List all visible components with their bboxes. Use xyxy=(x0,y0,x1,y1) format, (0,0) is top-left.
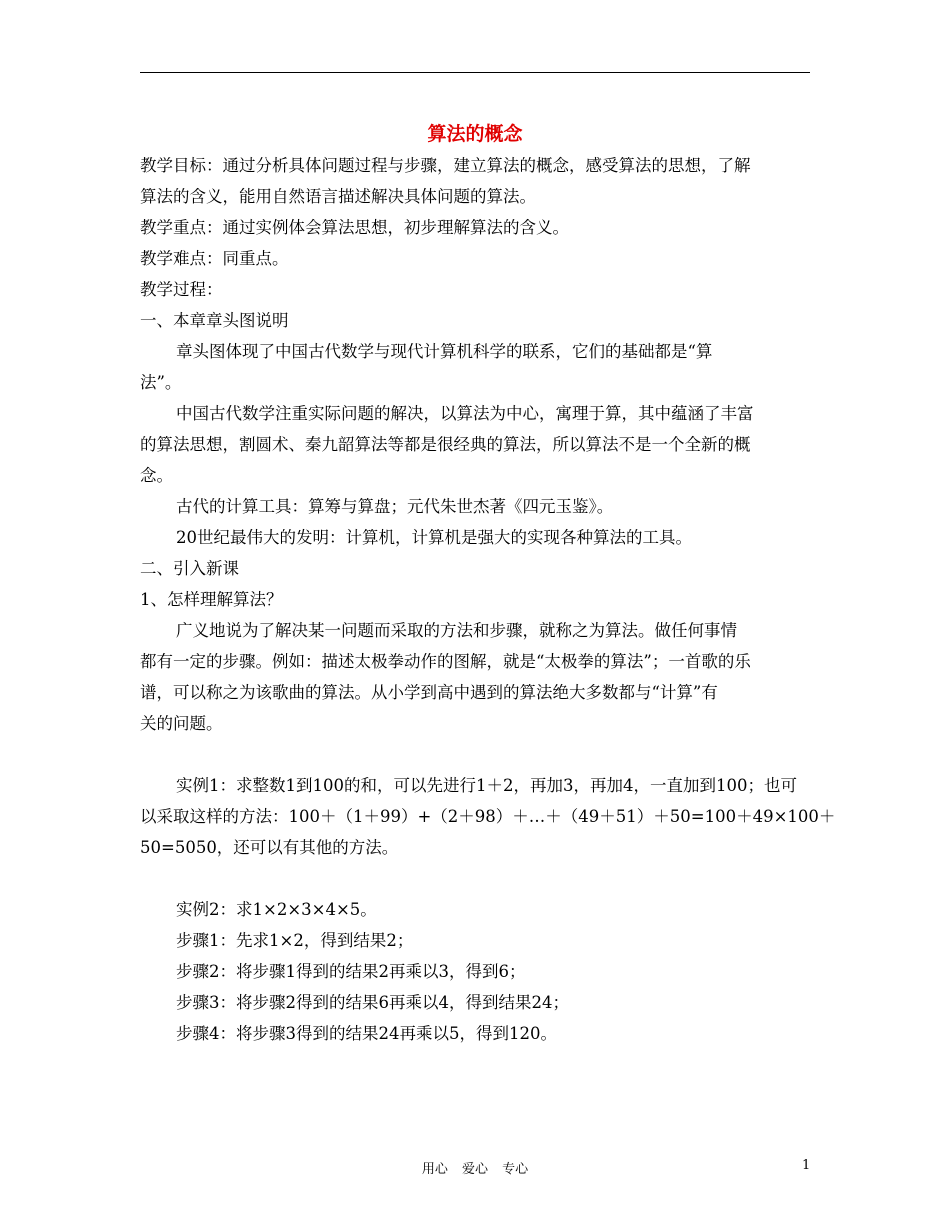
paragraph-line: 关的问题。 xyxy=(140,714,223,733)
paragraph-line: 教学难点：同重点。 xyxy=(140,249,289,268)
document-title: 算法的概念 xyxy=(427,123,523,145)
paragraph-line: 实例1：求整数1到100的和，可以先进行1＋2，再加3，再加4，一直加到100；也可 xyxy=(176,776,797,795)
paragraph-line: 古代的计算工具：算筹与算盘；元代朱世杰著《四元玉鉴》。 xyxy=(176,497,614,516)
paragraph-line: 念。 xyxy=(140,466,173,485)
paragraph-line: 50=5050，还可以有其他的方法。 xyxy=(140,838,399,857)
paragraph-line: 谱，可以称之为该歌曲的算法。从小学到高中遇到的算法绝大多数都与“计算”有 xyxy=(140,683,718,702)
paragraph-line: 以采取这样的方法：100＋（1＋99）+（2＋98）＋…＋（49＋51）＋50=100＋49×100＋ xyxy=(140,807,836,826)
paragraph-line: 法”。 xyxy=(140,373,182,392)
page-number: 1 xyxy=(802,1158,811,1173)
step-line: 步骤4：将步骤3得到的结果24再乘以5，得到120。 xyxy=(176,1024,557,1043)
paragraph-line: 算法的含义，能用自然语言描述解决具体问题的算法。 xyxy=(140,187,536,206)
blank-line xyxy=(140,739,812,770)
step-line: 步骤1：先求1×2，得到结果2； xyxy=(176,931,414,950)
paragraph-line: 20世纪最伟大的发明：计算机，计算机是强大的实现各种算法的工具。 xyxy=(176,528,692,547)
paragraph-line: 教学重点：通过实例体会算法思想，初步理解算法的含义。 xyxy=(140,218,569,237)
paragraph-line: 广义地说为了解决某一问题而采取的方法和步骤，就称之为算法。做任何事情 xyxy=(176,621,737,640)
step-line: 步骤3：将步骤2得到的结果6再乘以4，得到结果24； xyxy=(176,993,569,1012)
step-line: 步骤2：将步骤1得到的结果2再乘以3，得到6； xyxy=(176,962,526,981)
paragraph-line: 的算法思想，割圆术、秦九韶算法等都是很经典的算法，所以算法不是一个全新的概 xyxy=(140,435,751,454)
document-body xyxy=(140,150,836,1049)
section-heading: 二、引入新课 xyxy=(140,559,239,578)
section-heading: 一、本章章头图说明 xyxy=(140,311,289,330)
paragraph-line: 教学目标：通过分析具体问题过程与步骤，建立算法的概念，感受算法的思想，了解 xyxy=(140,156,751,175)
blank-line xyxy=(140,863,812,894)
paragraph-line: 中国古代数学注重实际问题的解决，以算法为中心，寓理于算，其中蕴涵了丰富 xyxy=(176,404,754,423)
subsection-heading: 1、怎样理解算法？ xyxy=(140,590,283,609)
header-rule xyxy=(140,72,810,73)
paragraph-line: 章头图体现了中国古代数学与现代计算机科学的联系，它们的基础都是“算 xyxy=(176,342,713,361)
paragraph-line: 教学过程： xyxy=(140,280,223,299)
footer-motto: 用心 爱心 专心 xyxy=(421,1162,529,1177)
paragraph-line: 都有一定的步骤。例如：描述太极拳动作的图解，就是“太极拳的算法”；一首歌的乐 xyxy=(140,652,751,671)
paragraph-line: 实例2：求1×2×3×4×5。 xyxy=(176,900,377,919)
